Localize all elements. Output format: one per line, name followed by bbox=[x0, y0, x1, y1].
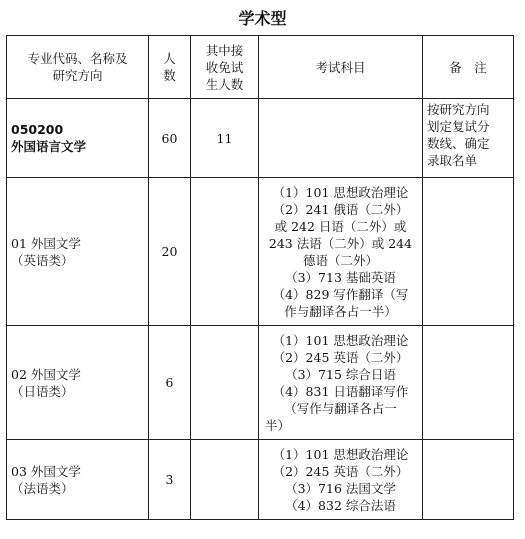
direction-count: 3 bbox=[149, 440, 191, 520]
header-subjects: 考试科目 bbox=[259, 36, 423, 99]
major-count: 60 bbox=[149, 99, 191, 178]
header-count: 人 数 bbox=[149, 36, 191, 99]
header-major: 专业代码、名称及 研究方向 bbox=[7, 36, 149, 99]
major-subjects bbox=[259, 99, 423, 178]
subjects-cell: （1）101 思想政治理论 （2）245 英语（二外） （3）715 综合日语 （4）831 日语翻译写作 （写作与翻译各占一 半） bbox=[259, 326, 423, 440]
direction-remarks bbox=[423, 440, 514, 520]
subjects-cell: （1）101 思想政治理论 （2）241 俄语（二外） 或 242 日语（二外）或 243 法语（二外）或 244 德语（二外） （3）713 基础英语 （4）829 写作翻译（写 作与翻译各占一半） bbox=[259, 178, 423, 326]
header-row bbox=[7, 36, 514, 99]
direction-category: （日语类） bbox=[11, 383, 74, 399]
direction-cell bbox=[7, 440, 149, 520]
direction-remarks bbox=[423, 178, 514, 326]
direction-category: （英语类） bbox=[11, 252, 74, 268]
major-row bbox=[7, 99, 514, 178]
major-cell bbox=[7, 99, 149, 178]
major-exempt: 11 bbox=[191, 99, 259, 178]
table-row bbox=[7, 178, 514, 326]
direction-cell bbox=[7, 178, 149, 326]
table-row bbox=[7, 326, 514, 440]
enrollment-table bbox=[6, 35, 514, 520]
major-code: 050200 bbox=[11, 122, 64, 137]
table-row bbox=[7, 440, 514, 520]
direction-cell bbox=[7, 326, 149, 440]
direction-exempt bbox=[191, 178, 259, 326]
subjects-cell: （1）101 思想政治理论 （2）245 英语（二外） （3）716 法国文学 （4）832 综合法语 bbox=[259, 440, 423, 520]
header-remarks: 备 注 bbox=[423, 36, 514, 99]
direction-name: 02 外国文学 bbox=[11, 366, 81, 382]
direction-remarks bbox=[423, 326, 514, 440]
header-exempt: 其中接 收免试 生人数 bbox=[191, 36, 259, 99]
remarks-cell: 按研究方向 划定复试分 数线、确定 录取名单 bbox=[423, 99, 514, 178]
direction-exempt bbox=[191, 440, 259, 520]
direction-name: 03 外国文学 bbox=[11, 463, 81, 479]
direction-name: 01 外国文学 bbox=[11, 235, 81, 251]
direction-category: （法语类） bbox=[11, 480, 74, 496]
direction-count: 6 bbox=[149, 326, 191, 440]
direction-count: 20 bbox=[149, 178, 191, 326]
direction-exempt bbox=[191, 326, 259, 440]
major-name: 外国语言文学 bbox=[11, 139, 87, 154]
page-title: 学术型 bbox=[238, 9, 287, 28]
